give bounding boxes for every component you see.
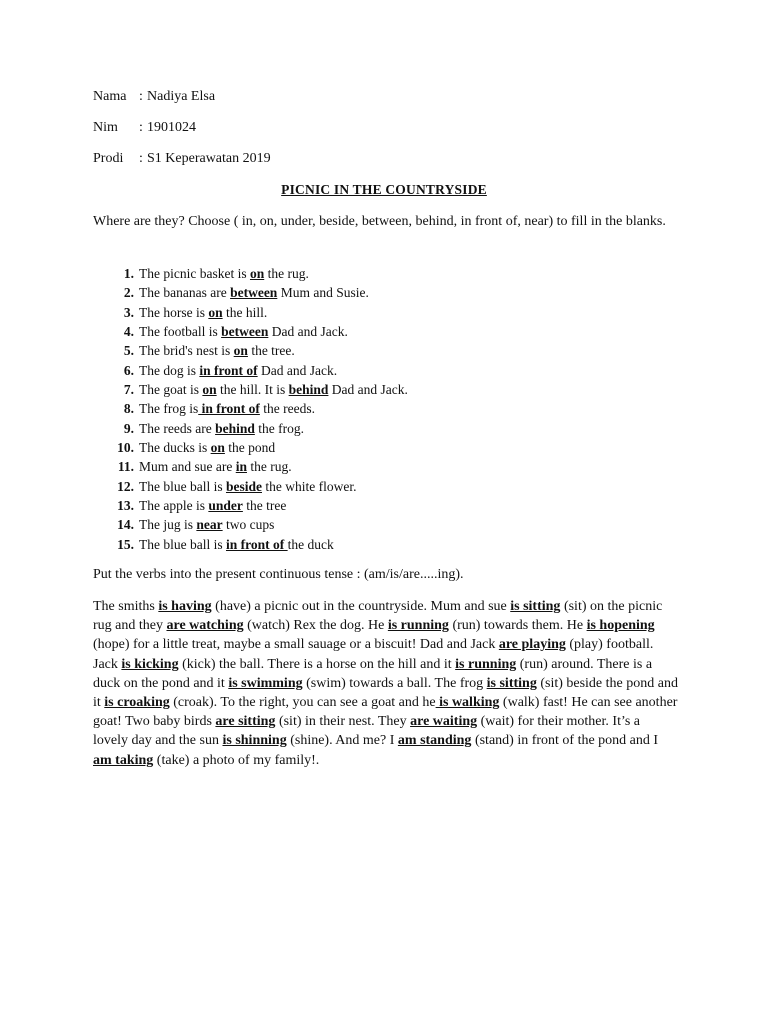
sentence-text: the frog. (254, 420, 304, 436)
sentence-text: the tree (242, 498, 287, 514)
sentence-text: the reeds. (259, 401, 315, 417)
verb-answer: is croaking (104, 695, 170, 711)
list-item (93, 419, 653, 438)
list-item-number: 11. (117, 459, 134, 475)
list-item-number: 10. (117, 440, 134, 456)
answer-word: in front of (225, 536, 288, 552)
nim-row (93, 119, 196, 137)
verb-answer: is hopening (586, 618, 655, 634)
paragraph-text: (wait) for their mother. It’s a lovely day and the sun (93, 714, 641, 749)
list-item-number: 9. (123, 420, 134, 436)
sentence-text: Dad and Jack. (268, 324, 348, 340)
list-item (93, 457, 653, 476)
paragraph-text: (shine). And me? I (286, 733, 398, 749)
list-item-number: 2. (123, 285, 134, 301)
verb-answer: am taking (93, 752, 154, 768)
list-item-number: 7. (123, 382, 134, 398)
sentence-text: Mum and Susie. (277, 285, 369, 301)
paragraph-text: (swim) towards a ball. The frog (302, 675, 487, 691)
list-item (93, 341, 653, 360)
answer-word: in (235, 459, 247, 475)
list-item-number: 5. (123, 343, 134, 359)
list-item (93, 361, 653, 380)
sentence-text: The football is (139, 324, 222, 340)
verb-answer: am standing (397, 733, 472, 749)
sentence-text: the hill. It is (216, 382, 289, 398)
name-row (93, 88, 215, 106)
verb-answer: is sitting (486, 675, 537, 691)
list-item (93, 477, 653, 496)
list-item-number: 14. (117, 517, 134, 533)
verb-answer: are playing (498, 637, 566, 653)
nim-value: 1901024 (147, 120, 196, 135)
sentence-text: The brid's nest is (139, 343, 234, 359)
prodi-label: Prodi (93, 151, 124, 166)
paragraph-text: (watch) Rex the dog. He (243, 618, 388, 634)
paragraph-text: (play) football. Jack (93, 637, 654, 672)
paragraph-text: (stand) in front of the pond and I (471, 733, 659, 749)
list-item-number: 12. (117, 478, 134, 494)
sentence-text: The goat is (139, 382, 203, 398)
list-item (93, 283, 653, 302)
sentence-text: two cups (222, 517, 275, 533)
answer-word: beside (225, 478, 262, 494)
paragraph-text: The smiths (93, 599, 159, 614)
nim-separator: : (139, 120, 143, 135)
sentence-text: the tree. (247, 343, 295, 359)
list-item (93, 515, 653, 534)
answer-word: in front of (198, 401, 260, 417)
verb-answer: is sitting (510, 599, 561, 614)
sentence-text: The picnic basket is (139, 266, 250, 281)
sentence-text: The frog is (139, 401, 199, 417)
sentence-text: the white flower. (262, 478, 357, 494)
prodi-separator: : (139, 151, 143, 166)
paragraph-text: (have) a picnic out in the countryside. Mum and sue (211, 599, 511, 614)
list-item-number: 13. (117, 498, 134, 514)
answer-word: on (233, 343, 248, 359)
name-value: Nadiya Elsa (147, 89, 216, 104)
list-item-number: 4. (123, 324, 134, 340)
answer-word: on (249, 266, 265, 281)
sentence-text: The dog is (139, 362, 200, 378)
paragraph-text: (run) towards them. He (448, 618, 587, 634)
list-item-number: 1. (123, 266, 134, 281)
name-separator: : (139, 89, 143, 104)
sentence-text: Dad and Jack. (328, 382, 408, 398)
verb-answer: is kicking (121, 656, 179, 672)
verb-answer: are waiting (410, 714, 478, 730)
sentence-text: Dad and Jack. (257, 362, 338, 378)
sentence-text: The bananas are (139, 285, 231, 301)
list-item (93, 496, 653, 515)
paragraph-text: (kick) the ball. There is a horse on the hill and it (178, 656, 456, 672)
verb-answer: is running (387, 618, 449, 634)
list-item (93, 380, 653, 399)
prodi-row (93, 150, 271, 168)
verb-answer: are watching (166, 618, 244, 634)
answer-word: behind (288, 382, 329, 398)
list-item (93, 399, 653, 418)
sentence-text: The jug is (139, 517, 197, 533)
answer-word: in front of (199, 362, 258, 378)
prodi-value: S1 Keperawatan 2019 (147, 151, 271, 166)
list-item (93, 438, 653, 457)
list-item-number: 8. (123, 401, 134, 417)
sentence-text: The horse is (139, 304, 209, 320)
list-item (93, 322, 653, 341)
verb-answer: is swimming (228, 675, 303, 691)
sentence-text: Mum and sue are (139, 459, 236, 475)
sentence-text: The apple is (139, 498, 209, 514)
paragraph-text: (take) a photo of my family!. (153, 752, 320, 768)
answer-word: under (208, 498, 243, 514)
verb-answer: is running (455, 656, 517, 672)
list-item-number: 3. (123, 304, 134, 320)
paragraph-text: (run) around. There is a duck on the pond and it (93, 656, 653, 691)
story-paragraph (93, 597, 678, 770)
sentence-text: the rug. (247, 459, 292, 475)
answer-word: near (196, 517, 223, 533)
answer-word: on (210, 440, 225, 456)
page-title-text: PICNIC IN THE COUNTRYSIDE (281, 182, 487, 197)
sentence-text: The reeds are (139, 420, 216, 436)
sentence-text: The blue ball is (139, 478, 226, 494)
verb-answer: is having (158, 599, 212, 614)
answer-word: between (230, 285, 278, 301)
sentence-text: the hill. (222, 304, 268, 320)
list-item-number: 6. (123, 362, 134, 378)
verb-answer: is shinning (222, 733, 287, 749)
list-item-number: 15. (117, 536, 134, 552)
answer-list (93, 264, 653, 554)
paragraph-text: (sit) on the picnic rug and they (93, 599, 663, 634)
list-item (93, 535, 653, 554)
paragraph-text: (sit) beside the pond and it (93, 675, 678, 711)
paragraph-text: (hope) for a little treat, maybe a small sauage or a biscuit! Dad and Jack (93, 637, 499, 653)
answer-word: on (208, 304, 223, 320)
paragraph-text: (croak). To the right, you can see a goat and he (169, 695, 436, 711)
instruction-verbs: Put the verbs into the present continuous tense : (am/is/are.....ing). (93, 567, 464, 582)
verb-answer: is walking (435, 695, 500, 711)
paragraph-text: (walk) fast! He can see another goat! Two baby birds (93, 695, 678, 730)
sentence-text: the duck (287, 536, 334, 552)
sentence-text: The blue ball is (139, 536, 226, 552)
name-label: Nama (93, 89, 127, 104)
nim-label: Nim (93, 120, 118, 135)
instruction-prepositions: Where are they? Choose ( in, on, under, beside, between, behind, in front of, near) to fill in the blanks. (93, 214, 666, 229)
page-title (0, 182, 768, 198)
answer-word: on (202, 382, 217, 398)
paragraph-text: (sit) in their nest. They (275, 714, 411, 730)
sentence-text: The ducks is (139, 440, 211, 456)
answer-word: between (221, 324, 269, 340)
sentence-text: the rug. (264, 266, 309, 281)
list-item (93, 264, 653, 283)
verb-answer: are sitting (215, 714, 276, 730)
answer-word: behind (215, 420, 255, 436)
sentence-text: the pond (224, 440, 276, 456)
list-item (93, 303, 653, 322)
